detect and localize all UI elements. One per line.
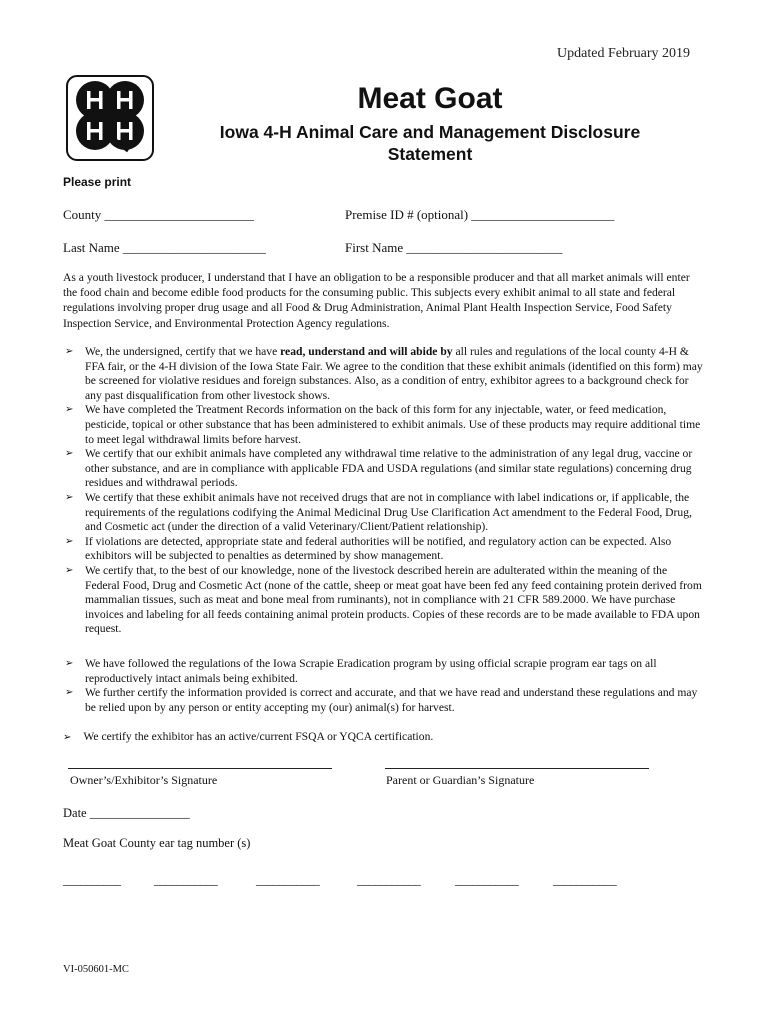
bullet-text: We have completed the Treatment Records information on the back of this form for any injectable, water, or feed medication, pesticide, topical or other substance that has been administered to exhibit animals. Use of these products may require additional time to meet legal withdrawal limits before harvest. — [85, 403, 701, 446]
ear-tag-field[interactable]: ___________ — [154, 873, 218, 887]
list-item — [63, 686, 703, 715]
arrow-bullet-icon: ➢ — [65, 491, 74, 503]
arrow-bullet-icon: ➢ — [65, 404, 74, 416]
arrow-bullet-icon: ➢ — [65, 448, 74, 460]
please-print-label: Please print — [63, 175, 132, 189]
bullet-text-bold: read, understand and will abide by — [280, 345, 453, 358]
arrow-bullet-icon: ➢ — [65, 658, 74, 669]
premise-id-field[interactable]: Premise ID # (optional) ______________________ — [345, 207, 615, 222]
ear-tag-field[interactable]: ___________ — [357, 873, 421, 887]
last-name-field[interactable]: Last Name ______________________ — [63, 240, 266, 255]
four-h-clover-logo — [66, 75, 154, 161]
owner-signature-line[interactable] — [68, 768, 332, 769]
list-item — [63, 657, 703, 686]
arrow-bullet-icon: ➢ — [65, 346, 74, 357]
bullet-text: We certify the exhibitor has an active/current FSQA or YQCA certification. — [83, 730, 434, 743]
owner-signature-label: Owner’s/Exhibitor’s Signature — [70, 773, 218, 787]
subtitle-line-1: Iowa 4-H Animal Care and Management Disclosure — [219, 122, 641, 142]
form-title: Meat Goat — [357, 82, 503, 115]
list-item — [63, 535, 703, 564]
arrow-bullet-icon: ➢ — [65, 535, 74, 547]
fsqa-yqca-statement — [63, 730, 433, 743]
ear-tag-field[interactable]: __________ — [63, 873, 121, 887]
county-field[interactable]: County _______________________ — [63, 207, 255, 222]
list-item — [63, 403, 703, 447]
bullet-text: We further certify the information provided is correct and accurate, and that we have read and understand these regulations and may be relied upon by any person or entity accepting my (our) animal(s) for harvest. — [85, 686, 698, 714]
updated-date: Updated February 2019 — [557, 46, 690, 61]
date-field[interactable]: Date ________________ — [63, 806, 190, 820]
bullet-text: We certify that our exhibit animals have completed any withdrawal time relative to the administration of any legal drug, vaccine or other substance, and are in compliance with applicable FDA and USDA regulations (and similar state regulations) concerning drug residues and withdrawal periods. — [85, 447, 693, 490]
list-item — [63, 447, 703, 491]
bullet-text: We certify that, to the best of our knowledge, none of the livestock described herein are adulterated within the meaning of the Federal Food, Drug and Cosmetic Act (none of the cattle, sheep or meat goat have been fed any feed containing protein derived from mammalian tissues, such as meat and bone meal from ruminants), not in compliance with 21 CFR 589.2000. We have purchase invoices and labeling for all feeds containing animal protein products. Copies of these records are to be made available to FDA upon request. — [85, 563, 702, 636]
arrow-bullet-icon: ➢ — [65, 687, 74, 699]
ear-tag-field[interactable]: ___________ — [553, 873, 617, 887]
form-code: VI-050601-MC — [63, 964, 129, 975]
bullet-text: We, the undersigned, certify that we have — [85, 345, 281, 358]
list-item — [63, 491, 703, 535]
bullet-text: all rules and regulations of the local county 4-H & FFA fair, or the 4-H division of the Iowa State Fair. We agree to the condition that these exhibit animals (identified on this form) may be screened for violative residues and foreign substances. Also, as a condition of entry, exhibitor agrees to a background check for any past disqualification from other livestock shows. — [85, 345, 703, 402]
intro-paragraph: As a youth livestock producer, I understand that I have an obligation to be a responsible producer and that all market animals will enter the food chain and become edible food products for the consuming public. This subjects every exhibit animal to all state and federal regulations involving proper drug usage and all Food & Drug Administration, Animal Plant Health Inspection Service, Food Safety Inspection Service, and Environmental Protection Agency regulations. — [63, 271, 690, 330]
form-subtitle — [190, 121, 670, 165]
bullet-text: If violations are detected, appropriate state and federal authorities will be notified, and regulatory action can be expected. Also exhibitors will be subjected to penalties as determined by show management. — [85, 534, 672, 563]
first-name-field[interactable]: First Name ________________________ — [345, 240, 563, 255]
certification-list — [63, 345, 703, 637]
ear-tag-field[interactable]: ___________ — [455, 873, 519, 887]
ear-tag-label: Meat Goat County ear tag number (s) — [63, 836, 251, 850]
scrapie-certification-list — [63, 657, 703, 715]
bullet-text: We have followed the regulations of the Iowa Scrapie Eradication program by using official scrapie program ear tags on all reproductively intact animals being exhibited. — [85, 657, 657, 685]
list-item — [63, 345, 703, 403]
bullet-text: We certify that these exhibit animals have not received drugs that are not in compliance with label indications or, if applicable, the requirements of the regulations codifying the Animal Medicinal Drug Use Clarification Act amendment to the Federal Food, Drug, and Cosmetic act (under the direction of a valid Veterinary/Client/Patient relationship). — [85, 490, 692, 534]
parent-signature-label: Parent or Guardian’s Signature — [386, 773, 535, 787]
arrow-bullet-icon: ➢ — [65, 564, 74, 576]
arrow-bullet-icon: ➢ — [63, 732, 72, 743]
subtitle-line-2: Statement — [387, 144, 473, 164]
ear-tag-field[interactable]: ___________ — [256, 873, 320, 887]
list-item — [63, 564, 703, 637]
parent-signature-line[interactable] — [385, 768, 649, 769]
